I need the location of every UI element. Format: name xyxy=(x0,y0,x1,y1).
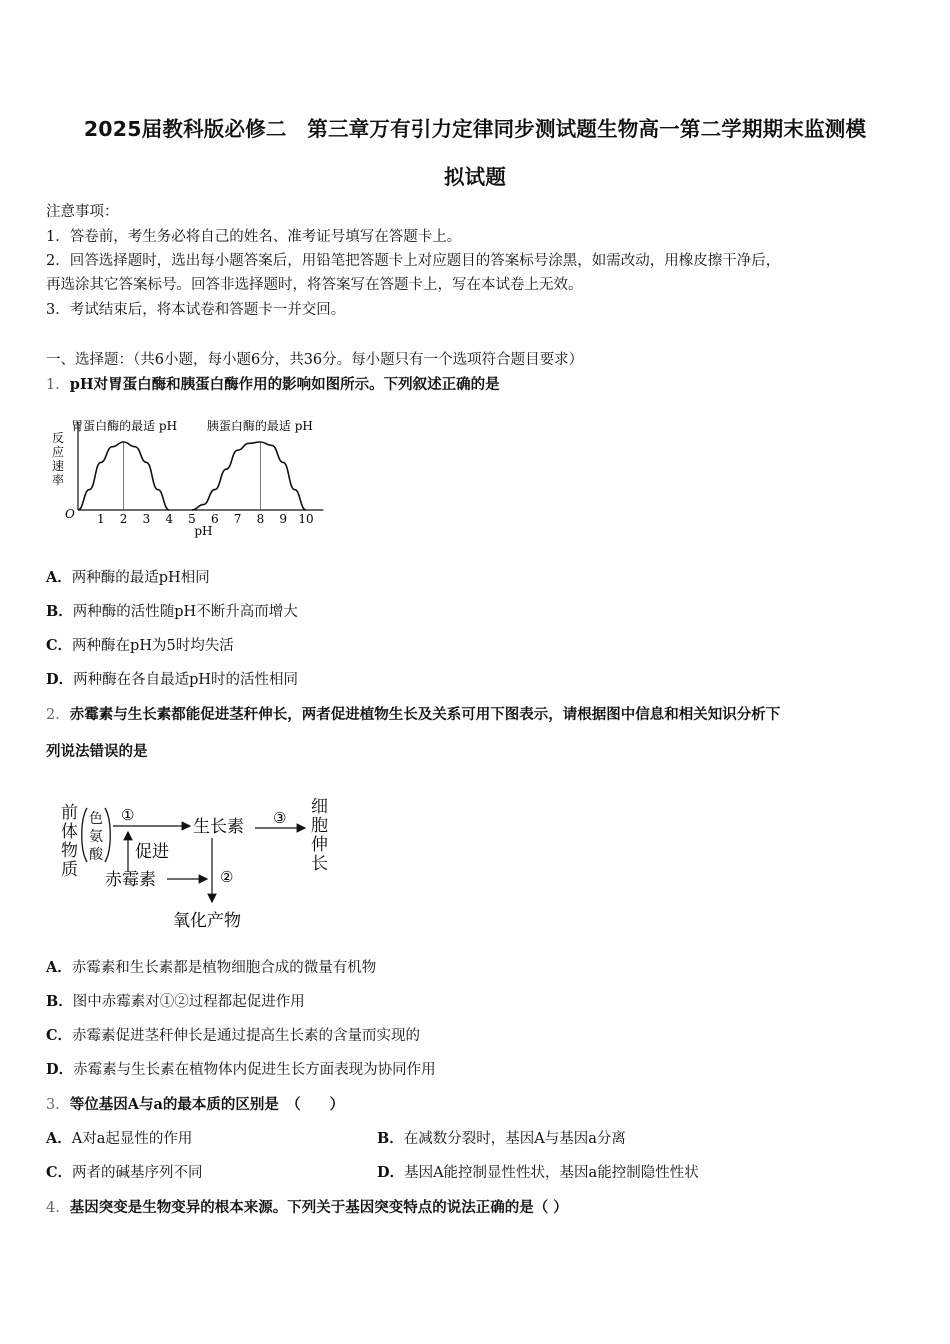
question-1 xyxy=(46,375,500,395)
option-letter: A． xyxy=(46,959,72,976)
option-text: 两种酶在pH为5时均失活 xyxy=(72,638,234,654)
series-label-1: 胃蛋白酶的最适 pH xyxy=(71,419,178,433)
option-text: 基因A能控制显性性状，基因a能控制隐性性状 xyxy=(404,1165,699,1181)
option-letter: C． xyxy=(46,1027,73,1044)
notice-item-3: 3．考试结束后，将本试卷和答题卡一并交回。 xyxy=(46,302,346,318)
x-tick-label: 6 xyxy=(210,512,219,526)
question-3 xyxy=(46,1095,344,1115)
question-4-number: 4． xyxy=(46,1200,70,1216)
notice-item-2: 2．回答选择题时，选出每小题答案后，用铅笔把答题卡上对应题目的答案标号涂黑，如需改动，用橡皮擦干净后， xyxy=(46,253,781,269)
option-text: 赤霉素与生长素在植物体内促进生长方面表现为协同作用 xyxy=(73,1062,436,1078)
option-letter: D． xyxy=(46,1061,74,1078)
question-1-stem: pH对胃蛋白酶和胰蛋白酶作用的影响如图所示。下列叙述正确的是 xyxy=(69,376,500,393)
q2-option-d xyxy=(46,1060,436,1080)
auxin-label: 生长素 xyxy=(193,817,244,837)
x-tick-label: 4 xyxy=(165,512,174,526)
question-3-stem: 等位基因A与a的最本质的区别是 （ ） xyxy=(69,1096,345,1113)
q1-option-a xyxy=(46,568,210,588)
x-tick-label: 10 xyxy=(298,512,314,526)
amino-char: 色 xyxy=(89,811,103,827)
q2-option-a xyxy=(46,958,376,978)
question-4 xyxy=(46,1198,568,1218)
option-text: 在减数分裂时，基因A与基因a分离 xyxy=(403,1131,626,1147)
option-text: 赤霉素和生长素都是植物细胞合成的微量有机物 xyxy=(71,960,377,976)
precursor-char: 质 xyxy=(61,860,78,880)
q3-option-c xyxy=(46,1163,203,1183)
q1-option-d xyxy=(46,670,298,690)
step-3-label: ③ xyxy=(273,809,287,827)
notice-item-1: 1．答卷前，考生务必将自己的姓名、准考证号填写在答题卡上。 xyxy=(46,229,462,245)
x-tick-label: 9 xyxy=(279,512,288,526)
option-text: 两种酶的最适pH相同 xyxy=(71,570,210,586)
option-letter: A． xyxy=(46,1130,72,1147)
page-title-line2: 拟试题 xyxy=(443,165,507,189)
option-letter: B． xyxy=(377,1130,404,1147)
amino-char: 酸 xyxy=(89,847,103,863)
gibberellin-label: 赤霉素 xyxy=(105,870,156,890)
q2-option-c xyxy=(46,1026,420,1046)
section-heading: 一、选择题：（共6小题，每小题6分，共36分。每小题只有一个选项符合题目要求） xyxy=(46,352,584,368)
option-letter: B． xyxy=(46,993,73,1010)
step-2-label: ② xyxy=(220,868,234,886)
q3-option-b xyxy=(377,1129,626,1149)
notice-heading: 注意事项： xyxy=(46,204,119,220)
notice-item-2-cont: 再选涂其它答案标号。回答非选择题时，将答案写在答题卡上，写在本试卷上无效。 xyxy=(46,277,583,293)
amino-char: 氨 xyxy=(89,829,103,845)
option-text: 图中赤霉素对①②过程都起促进作用 xyxy=(72,994,305,1010)
question-3-number: 3． xyxy=(46,1097,70,1113)
question-4-stem: 基因突变是生物变异的根本来源。下列关于基因突变特点的说法正确的是（ ） xyxy=(69,1199,568,1216)
option-letter: C． xyxy=(46,1164,73,1181)
x-axis-label: pH xyxy=(194,524,213,538)
option-text: 两种酶的活性随pH不断升高而增大 xyxy=(72,604,298,620)
question-2-stem-line2: 列说法错误的是 xyxy=(46,743,148,760)
q3-option-a xyxy=(46,1129,192,1149)
precursor-char: 体 xyxy=(61,822,78,842)
y-axis-label-char: 应 xyxy=(51,445,65,459)
q1-option-b xyxy=(46,602,298,622)
step-1-label: ① xyxy=(121,806,135,824)
option-letter: D． xyxy=(46,671,74,688)
x-tick-label: 1 xyxy=(96,512,105,526)
amino-bracket xyxy=(105,808,110,862)
x-tick-label: 7 xyxy=(233,512,242,526)
option-text: 赤霉素促进茎秆伸长是通过提高生长素的含量而实现的 xyxy=(72,1028,421,1044)
page-title-line1: 2025届教科版必修二 第三章万有引力定律同步测试题生物高一第二学期期末监测模 xyxy=(83,117,867,141)
option-letter: D． xyxy=(377,1164,405,1181)
x-tick-label: 3 xyxy=(142,512,151,526)
series-label-2: 胰蛋白酶的最适 pH xyxy=(206,419,313,433)
hormone-diagram xyxy=(55,790,345,935)
x-tick-label: 2 xyxy=(119,512,128,526)
amino-bracket xyxy=(82,808,87,862)
promote-label: 促进 xyxy=(135,842,169,862)
x-tick-label: 8 xyxy=(256,512,265,526)
y-axis-label-char: 率 xyxy=(51,473,65,487)
y-axis-label-char: 速 xyxy=(51,459,65,473)
option-text: 两种酶在各自最适pH时的活性相同 xyxy=(73,672,299,688)
option-text: 两者的碱基序列不同 xyxy=(72,1165,203,1181)
cell-elongation-char: 长 xyxy=(311,854,328,874)
x-tick-label: 5 xyxy=(188,512,196,526)
origin-label: O xyxy=(65,507,75,521)
precursor-char: 前 xyxy=(61,803,78,823)
cell-elongation-char: 胞 xyxy=(311,816,328,836)
question-2-number: 2． xyxy=(46,707,70,723)
option-letter: B． xyxy=(46,603,73,620)
q3-option-d xyxy=(377,1163,699,1183)
y-axis-label-char: 反 xyxy=(51,431,65,445)
q1-option-c xyxy=(46,636,234,656)
option-letter: A． xyxy=(46,569,72,586)
question-1-number: 1． xyxy=(46,377,70,393)
question-2 xyxy=(46,705,780,725)
option-text: A对a起显性的作用 xyxy=(71,1131,193,1147)
oxidation-product-label: 氧化产物 xyxy=(173,911,241,931)
series-line-2 xyxy=(192,442,306,510)
q2-option-b xyxy=(46,992,305,1012)
precursor-char: 物 xyxy=(61,841,78,861)
cell-elongation-char: 细 xyxy=(311,797,328,817)
option-letter: C． xyxy=(46,637,73,654)
cell-elongation-char: 伸 xyxy=(311,835,328,855)
question-2-stem-line1: 赤霉素与生长素都能促进茎秆伸长，两者促进植物生长及关系可用下图表示，请根据图中信息和相关知识分析下 xyxy=(69,706,781,723)
ph-enzyme-chart xyxy=(48,418,368,538)
